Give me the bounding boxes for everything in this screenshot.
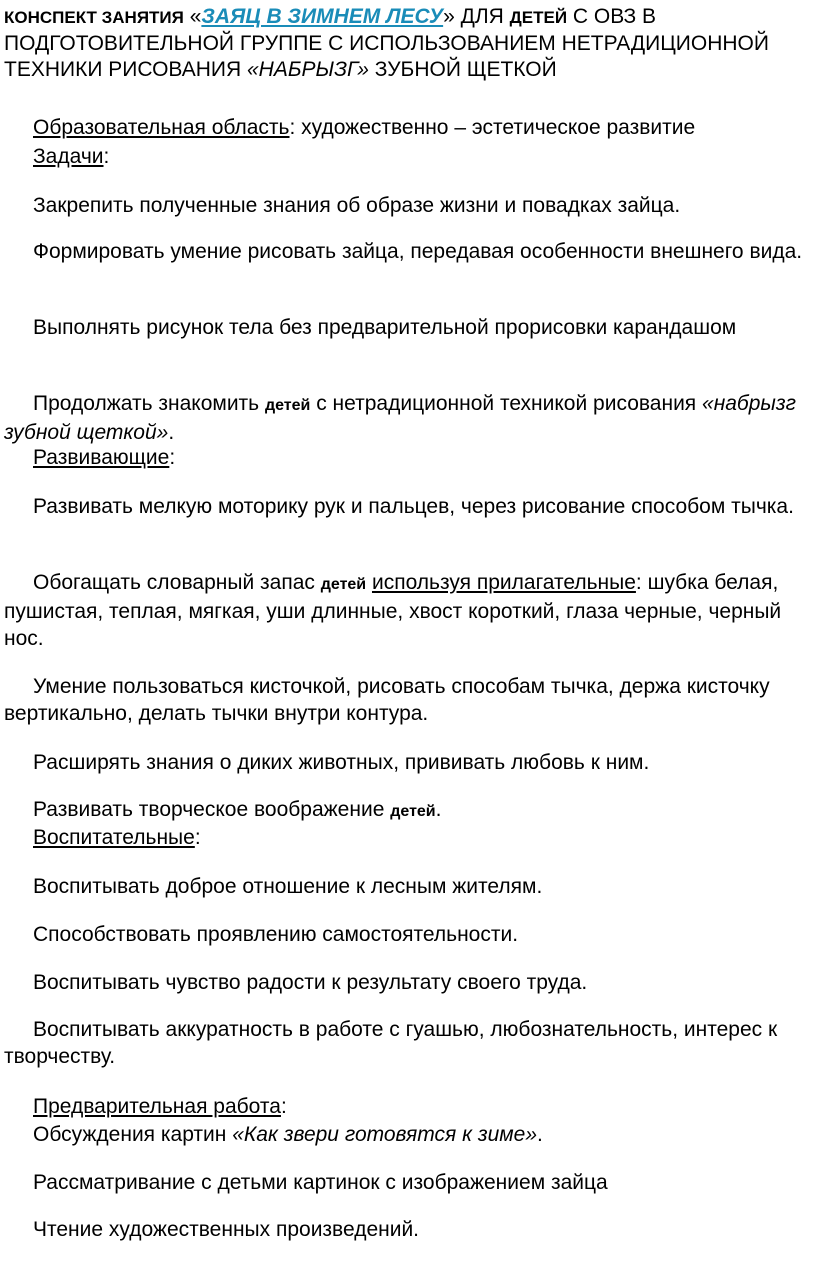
preliminary-item xyxy=(4,1121,812,1148)
educational-item: Воспитывать доброе отношение к лесным жителям. xyxy=(33,875,543,898)
title-suffix: ЗУБНОЙ ЩЕТКОЙ xyxy=(368,58,557,81)
document-title xyxy=(4,4,804,83)
task-item-text: Продолжать знакомить xyxy=(33,392,265,415)
educational-item: Способствовать проявлению самостоятельности. xyxy=(33,923,519,946)
title-quote-open: « xyxy=(183,5,202,28)
title-link[interactable]: ЗАЯЦ В ЗИМНЕМ ЛЕСУ xyxy=(201,5,444,28)
edu-area-text: : художественно – эстетическое развитие xyxy=(289,116,696,139)
task-item-text: . xyxy=(168,421,175,444)
task-item xyxy=(4,390,812,446)
tasks-colon: : xyxy=(103,145,110,168)
developing-item-bold: детей xyxy=(320,576,367,593)
tasks-heading xyxy=(4,143,812,170)
task-item-italic: «набрызг зубной щеткой» xyxy=(4,392,796,444)
edu-area-line xyxy=(4,114,812,141)
preliminary-item: Рассматривание с детьми картинок с изображением зайца xyxy=(33,1171,608,1194)
developing-item: Расширять знания о диких животных, прививать любовь к ним. xyxy=(33,751,650,774)
preliminary-item: Чтение художественных произведений. xyxy=(33,1218,420,1241)
task-item-text: с нетрадиционной техникой рисования xyxy=(310,392,703,415)
educational-colon: : xyxy=(194,826,201,849)
developing-item xyxy=(4,569,812,652)
title-middle: С ОВЗ В ПОДГОТОВИТЕЛЬНОЙ ГРУППЕ С ИСПОЛЬЗОВАНИЕМ НЕТРАДИЦИОННОЙ ТЕХНИКИ РИСОВАНИЯ xyxy=(4,5,769,81)
developing-item-text: . xyxy=(435,798,442,821)
preliminary-item-italic: «Как звери готовятся к зиме» xyxy=(232,1123,538,1146)
developing-heading xyxy=(4,444,812,471)
title-technique: «НАБРЫЗГ» xyxy=(246,58,369,81)
developing-item-text: : шубка белая, пушистая, теплая, мягкая, уши длинные, хвост короткий, глаза черные, черный нос. xyxy=(4,571,782,650)
educational-label: Воспитательные xyxy=(33,826,195,849)
title-children: ДЕТЕЙ xyxy=(509,8,568,27)
task-item: Формировать умение рисовать зайца, передавая особенности внешнего вида. xyxy=(33,240,803,263)
task-item: Выполнять рисунок тела без предварительной прорисовки карандашом xyxy=(33,316,737,339)
developing-label: Развивающие xyxy=(33,446,170,469)
preliminary-label: Предварительная работа xyxy=(33,1095,281,1118)
title-prefix: КОНСПЕКТ ЗАНЯТИЯ xyxy=(4,8,184,27)
educational-item: Воспитывать аккуратность в работе с гуашью, любознательность, интерес к творчеству. xyxy=(4,1018,778,1068)
preliminary-item-text: . xyxy=(537,1123,543,1146)
developing-item-text: Развивать творческое воображение xyxy=(33,798,391,821)
preliminary-item-text: Обсуждения картин xyxy=(33,1123,233,1146)
edu-area-label: Образовательная область xyxy=(33,116,290,139)
task-item: Закрепить полученные знания об образе жизни и повадках зайца. xyxy=(33,194,681,217)
tasks-label: Задачи xyxy=(33,145,104,168)
developing-item xyxy=(4,796,812,825)
developing-item-text: Обогащать словарный запас xyxy=(33,571,321,594)
preliminary-heading xyxy=(4,1093,812,1120)
developing-item: Развивать мелкую моторику рук и пальцев, через рисование способом тычка. xyxy=(33,495,794,518)
developing-item-bold: детей xyxy=(390,803,436,820)
developing-colon: : xyxy=(169,446,176,469)
task-item-bold: детей xyxy=(264,397,311,414)
preliminary-colon: : xyxy=(280,1095,287,1118)
educational-heading xyxy=(4,824,812,851)
developing-item-underlined: используя прилагательные xyxy=(371,571,636,594)
developing-item: Умение пользоваться кисточкой, рисовать способам тычка, держа кисточку вертикально, делать тычки внутри контура. xyxy=(4,675,770,725)
educational-item: Воспитывать чувство радости к результату своего труда. xyxy=(33,971,588,994)
title-quote-close: » ДЛЯ xyxy=(443,5,510,28)
